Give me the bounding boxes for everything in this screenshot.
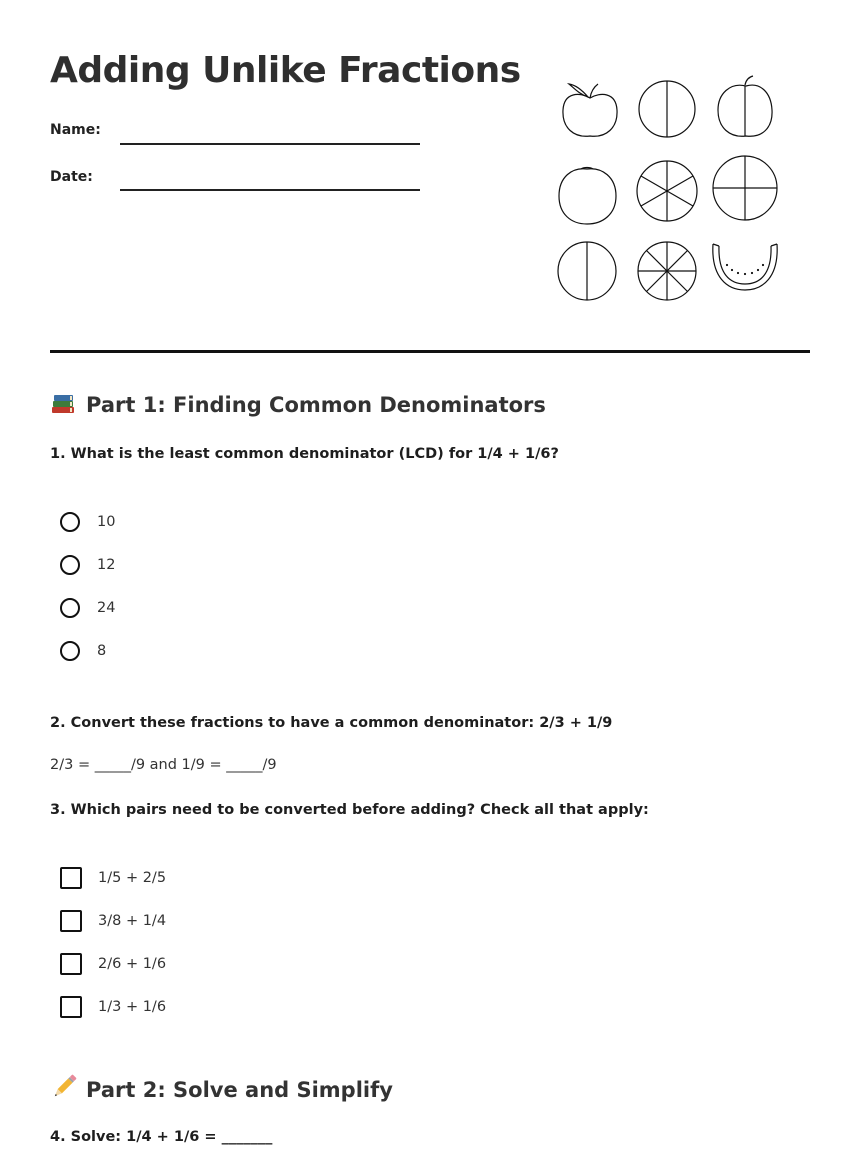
checkbox[interactable]	[60, 867, 82, 889]
q3-option[interactable]	[60, 995, 166, 1019]
q1-option[interactable]	[60, 596, 115, 620]
apple-halves-icon	[718, 76, 772, 136]
part2-heading	[50, 1073, 393, 1106]
name-label: Name:	[50, 122, 101, 138]
fraction-fruit-illustrations	[550, 72, 790, 304]
question-2: 2. Convert these fractions to have a common denominator: 2/3 + 1/9	[50, 715, 613, 731]
circle-sixths-icon	[637, 161, 697, 221]
checkbox[interactable]	[60, 910, 82, 932]
option-label: 3/8 + 1/4	[98, 913, 167, 929]
option-label: 24	[97, 600, 116, 616]
q1-option[interactable]	[60, 639, 106, 663]
part1-heading	[50, 390, 546, 421]
question-4: 4. Solve: 1/4 + 1/6 = _______	[50, 1129, 273, 1145]
q1-option[interactable]	[60, 510, 115, 534]
watermelon-slice-icon	[713, 244, 777, 290]
circle-halves-icon	[558, 242, 616, 300]
apple-icon	[563, 84, 617, 136]
radio-button[interactable]	[60, 512, 80, 532]
name-field[interactable]	[120, 143, 420, 145]
q3-option[interactable]	[60, 866, 166, 890]
option-label: 1/5 + 2/5	[98, 870, 167, 886]
part2-heading-text: Part 2: Solve and Simplify	[86, 1078, 393, 1102]
radio-button[interactable]	[60, 555, 80, 575]
circle-halves-icon	[639, 81, 695, 137]
radio-button[interactable]	[60, 641, 80, 661]
date-field[interactable]	[120, 189, 420, 191]
part1-heading-text: Part 1: Finding Common Denominators	[86, 393, 546, 417]
page-title: Adding Unlike Fractions	[50, 50, 521, 91]
question-1: 1. What is the least common denominator (LCD) for 1/4 + 1/6?	[50, 446, 559, 462]
q3-option[interactable]	[60, 909, 166, 933]
option-label: 12	[97, 557, 116, 573]
q2-answer-blanks[interactable]: 2/3 = _____/9 and 1/9 = _____/9	[50, 757, 277, 773]
circle-eighths-icon	[638, 242, 696, 300]
checkbox[interactable]	[60, 996, 82, 1018]
date-label: Date:	[50, 169, 93, 185]
option-label: 10	[97, 514, 116, 530]
radio-button[interactable]	[60, 598, 80, 618]
circle-quarters-icon	[713, 156, 777, 220]
pencil-icon	[50, 1073, 78, 1106]
q3-option[interactable]	[60, 952, 166, 976]
option-label: 2/6 + 1/6	[98, 956, 167, 972]
option-label: 1/3 + 1/6	[98, 999, 167, 1015]
q1-option[interactable]	[60, 553, 115, 577]
books-icon	[50, 390, 78, 421]
section-divider	[50, 350, 810, 353]
checkbox[interactable]	[60, 953, 82, 975]
orange-icon	[559, 168, 616, 225]
question-3: 3. Which pairs need to be converted before adding? Check all that apply:	[50, 802, 649, 818]
option-label: 8	[97, 643, 107, 659]
